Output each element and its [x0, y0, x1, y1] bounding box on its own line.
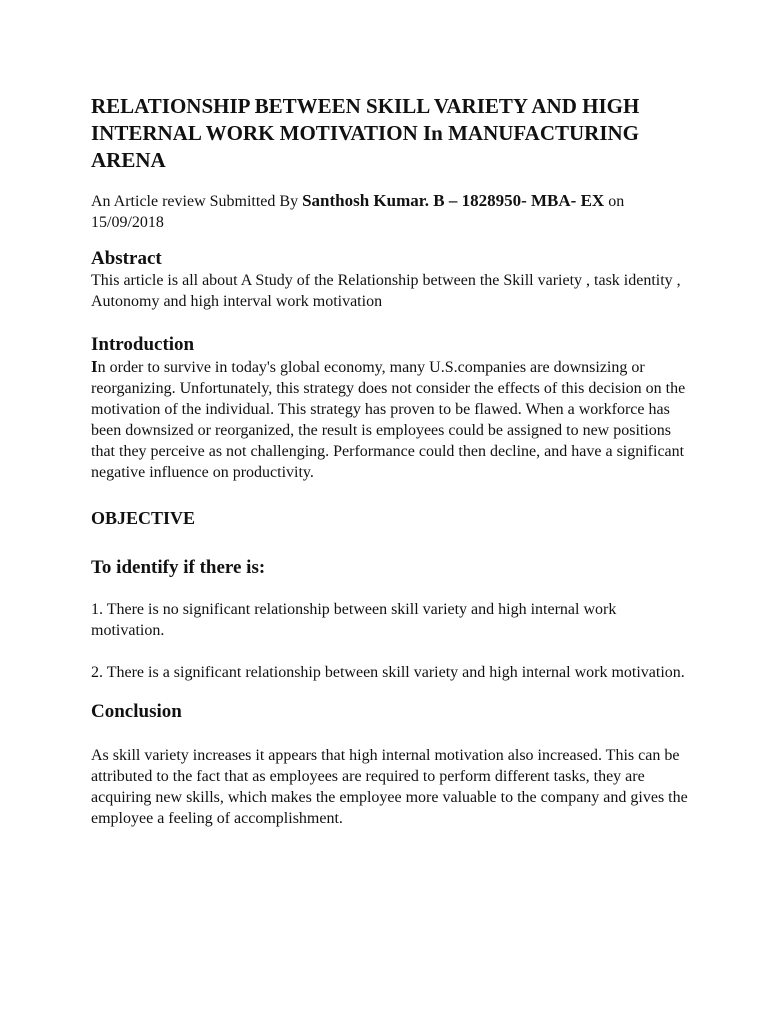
introduction-dropcap: I: [91, 357, 98, 376]
byline-author: Santhosh Kumar. B – 1828950- MBA- EX: [302, 191, 605, 210]
abstract-heading: Abstract: [91, 248, 162, 269]
document-title: RELATIONSHIP BETWEEN SKILL VARIETY AND HIGH INTERNAL WORK MOTIVATION In MANUFACTURING ARENA: [91, 94, 656, 172]
objective-subheading: To identify if there is:: [91, 557, 266, 578]
introduction-text: n order to survive in today's global economy, many U.S.companies are downsizing or reorganizing. Unfortunately, this strategy does not consider the effects of this decision on the motivation of the individual. This strategy has proven to be flawed. When a workforce has been downsized or reorganized, the result is employees could be assigned to new positions that they perceive as not challenging. Performance could then decline, and have a significant negative influence on productivity.: [91, 359, 686, 481]
introduction-paragraph: [91, 356, 691, 483]
introduction-heading: Introduction: [91, 334, 195, 355]
conclusion-heading: Conclusion: [91, 701, 182, 722]
conclusion-text: As skill variety increases it appears that high internal motivation also increased. This can be attributed to the fact that as employees are required to perform different tasks, they are acquiring new skills, which makes the employee more valuable to the company and gives the employee a feeling of accomplishment.: [91, 747, 688, 827]
objective-item-1: 1. There is no significant relationship between skill variety and high internal work motivation.: [91, 601, 617, 639]
byline-suffix: on 15/09/2018: [91, 193, 625, 231]
document-page: [91, 93, 691, 829]
abstract-text: This article is all about A Study of the Relationship between the Skill variety , task identity , Autonomy and high interval work motivation: [91, 272, 681, 310]
byline-prefix: An Article review Submitted By: [91, 193, 303, 210]
objective-heading: OBJECTIVE: [91, 508, 196, 528]
objective-item-2: 2. There is a significant relationship between skill variety and high internal work motivation.: [91, 664, 685, 681]
byline: [91, 190, 691, 233]
